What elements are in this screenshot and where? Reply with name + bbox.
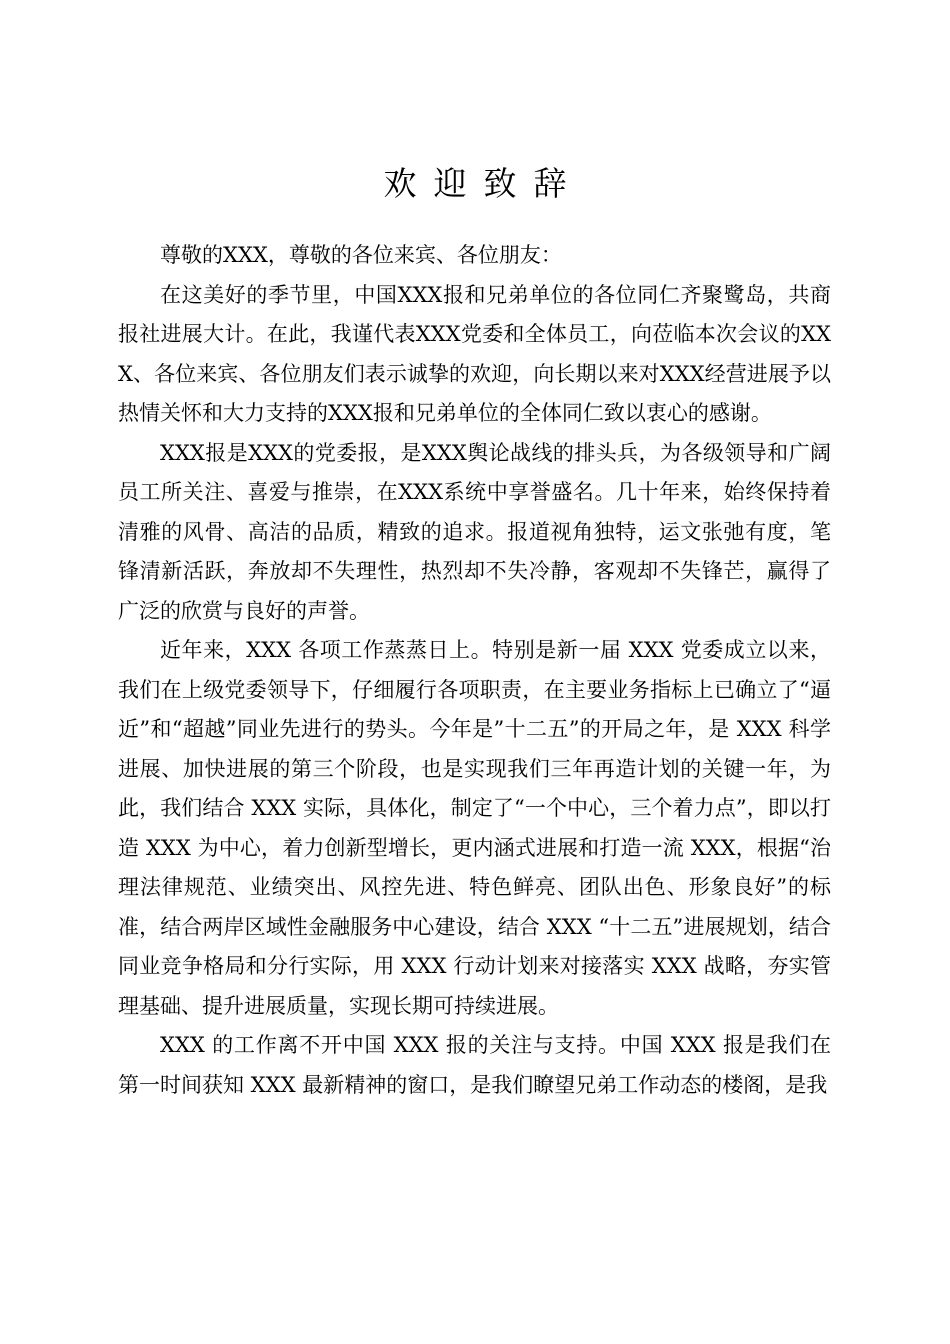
body-paragraph: 近年来，XXX 各项工作蒸蒸日上。特别是新一届 XXX 党委成立以来，我们在上级党委领导下，仔细履行各项职责，在主要业务指标上已确立了“逼近”和“超越”同业先进行的势头。今年是”十二五”的开局之年，是 XXX 科学进展、加快进展的第三个阶段，也是实现我们三年再造计划的关键一年，为此，我们结合 XXX 实际，具体化，制定了“一个中心，三个着力点”，即以打造 XXX 为中心，着力创新型增长，更内涵式进展和打造一流 XXX，根据“治理法律规范、业绩突出、风控先进、特色鲜亮、团队出色、形象良好”的标准，结合两岸区域性金融服务中心建设，结合 XXX “十二五”进展规划，结合同业竞争格局和分行实际，用 XXX 行动计划来对接落实 XXX 战略，夯实管理基础、提升进展质量，实现长期可持续进展。 — [118, 638, 831, 1018]
salutation-paragraph: 尊敬的XXX，尊敬的各位来宾、各位朋友： — [160, 243, 562, 267]
document-title: 欢迎致辞 — [383, 164, 584, 203]
document-body — [118, 236, 831, 1105]
body-paragraph: XXX 的工作离不开中国 XXX 报的关注与支持。中国 XXX 报是我们在第一时间获知 XXX 最新精神的窗口，是我们瞭望兄弟工作动态的楼阁，是我 — [118, 1033, 831, 1097]
body-paragraph: XXX报是XXX的党委报，是XXX舆论战线的排头兵，为各级领导和广阔员工所关注、喜爱与推崇，在XXX系统中享誉盛名。几十年来，始终保持着清雅的风骨、高洁的品质，精致的追求。报道视角独特，运文张弛有度，笔锋清新活跃，奔放却不失理性，热烈却不失冷静，客观却不失锋芒，赢得了广泛的欣赏与良好的声誉。 — [118, 440, 831, 623]
body-paragraph: 在这美好的季节里，中国XXX报和兄弟单位的各位同仁齐聚鹭岛，共商报社进展大计。在此，我谨代表XXX党委和全体员工，向莅临本次会议的XXX、各位来宾、各位朋友们表示诚挚的欢迎，向长期以来对XXX经营进展予以热情关怀和大力支持的XXX报和兄弟单位的全体同仁致以衷心的感谢。 — [118, 282, 831, 425]
